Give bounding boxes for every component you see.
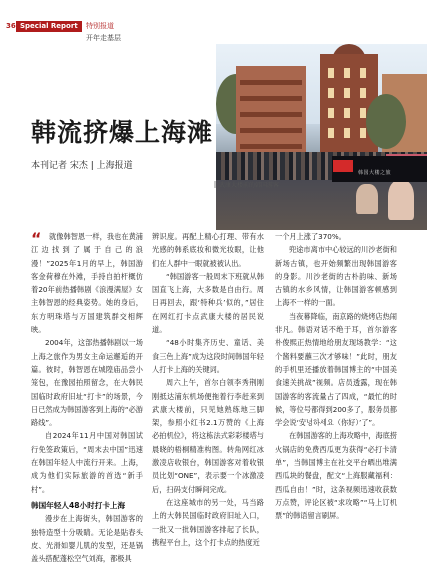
- subsection-name: 开年走基层: [86, 34, 121, 42]
- column-1: [31, 230, 143, 565]
- page-header: [0, 0, 427, 46]
- paragraph: “韩国游客一般周末下班就从韩国直飞上海，大多数是自由行。周日再回去，跟‘特种兵’似的，”居住在网红打卡点武康大楼的居民说道。: [152, 271, 264, 335]
- paragraph: 兜途市离市中心较远的川沙老街和新场古镇，也开始频繁出现韩国游客的身影。川沙老街的古朴韵味、新场古镇的水乡风情，让韩国游客顿感到上海不一样的一面。: [275, 245, 397, 308]
- column-2: [152, 230, 264, 549]
- caption-bar: [214, 181, 216, 188]
- paragraph: 在这座城市的另一处，马当路上的大韩民国临时政府旧址入口，一批又一批韩国游客排起了长队，携程平台上，这个打卡点的热度近: [152, 497, 264, 547]
- paragraph: 漫步在上海街头，韩国游客的独特造型十分吸睛。无论是貼春头皮、光滑如婴儿肌的发型，还是锅盖头搭配蓬松空气刘海，都极具: [31, 514, 143, 564]
- section-name: 特别报道: [86, 22, 114, 30]
- page-number: 36: [6, 22, 16, 30]
- column-3: [275, 230, 397, 523]
- photo-caption: 武康大楼前的韩国游客: [219, 182, 280, 189]
- watermark-logo-icon: [333, 160, 353, 172]
- article-title: 韩流挤爆上海滩: [31, 118, 214, 147]
- paragraph: 就像韩智恩一样，我也在黄浦江边找到了属于自己的浪漫！”2025年1月的早上，韩国游客金荷穆在外滩，手持自拍杆概仿着20年前热播韩剧《浪漫满屋》女主韩智恩的经典姿势。她的身后，东方明珠塔与万国建筑群交相辉映。: [31, 232, 143, 335]
- paragraph: 当夜幕降临，南京路的烧烤店热闹非凡。韩语对话不绝于耳，首尔游客朴俊熙正热情地给朋友现场教学：“这个酱料要蘸三次才够味！”此时，朋友的手机里还播放着韩国博主的“中国美食速关挑战”视频。店员透露，现在韩国游客的客流量占了四成，“最忙的时候，等位号都得到200多了，服务员都学会说‘安녕하세요（你好）’了”。: [275, 311, 397, 428]
- paragraph: 自2024年11月中国对韩国试行免签政策后，“周末去中国”迅速在韩国年轻人中流行开来。上海，成为他们实际旅游的首选“新手村”。: [31, 431, 143, 494]
- paragraph: 2004年，这部热播韩剧以一场上海之旅作为男女主命运邂逅的开篇。彼时，韩智恩在城隍庙品尝小笼包，在豫园拍照留念，在大韩民国临时政府旧址“打卡”的场景，今日已然成为韩国游客到上海的“必游路线”。: [31, 338, 143, 428]
- paragraph: 周六上午，首尔白领李秀荆刚刚抵达浦东机场便拖着行李赶来到武康大楼前，只见她熟练地三脚架，参照小红书2.1万赞的《上海必拍机位》，将这栋法式彩彩楼塔与晨晓的梧桐精准构图。转角网红冰激凌店收银台，韩国游客对着收银员比划“ONE”，表示要一个冰激凌后，扫码支付瞬间完成。: [152, 378, 264, 494]
- article-byline: 本刊记者 宋杰 | 上海报道: [31, 161, 133, 171]
- section-tag: Special Report: [16, 21, 82, 32]
- open-quote-icon: “: [31, 229, 42, 248]
- paragraph: 在韩国游客的上海攻略中，海底捞火锅店的免费西瓜更为获得“必打卡清单”，当韩国博主在社交平台晒出堆满西瓜块的餐盘，配文“上海服藏福利：西瓜自由！”时，这条视频迅速收获数万点赞，评论区被“求攻略”“马上订机票”的韩语留言刷屏。: [275, 431, 397, 521]
- paragraph: 辨识度。再配上精心打理、带有水光感的韩系底妆和微光妆眼，让他们在人群中一眼就被被认出。: [152, 232, 264, 268]
- photo-watermark: 韩国大楼之旅: [358, 170, 392, 176]
- section-subhead: 韩国年轻人48小时打卡上海: [31, 500, 126, 510]
- paragraph: “48小时集齐历史、童话、美食三色上海”成为这段时间韩国年轻人打卡上海的关键词。: [152, 338, 264, 374]
- paragraph: 一个月上涨了370%。: [275, 232, 346, 241]
